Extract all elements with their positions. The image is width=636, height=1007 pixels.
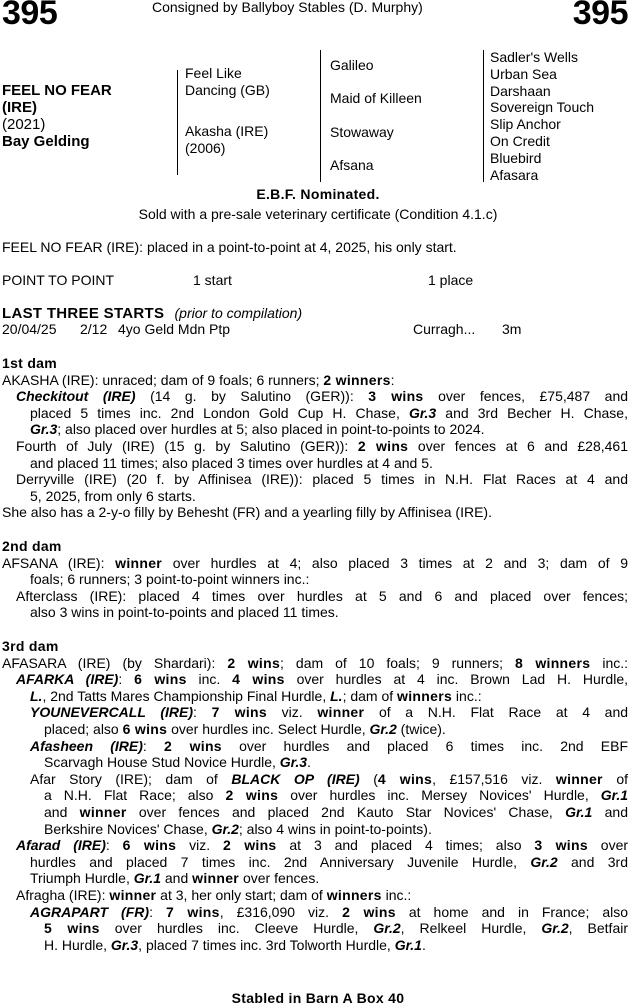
- dam3-afarad: Afarad (IRE): 6 wins viz. 2 wins at 3 and placed 4 times; also 3 wins over: [16, 837, 629, 854]
- ptp-places: 1 place: [428, 272, 474, 288]
- sire-sire: Galileo: [330, 57, 374, 73]
- lot-number-left: 395: [2, 0, 58, 32]
- dam-dam: Afsana: [330, 157, 374, 173]
- lot-number-right: 395: [572, 0, 628, 32]
- dam1-derryville: Derryville (IRE) (20 f. by Affinisea (IRE)): placed 5 times in N.H. Flat Races at 4 and: [16, 471, 628, 488]
- third-dam-section: 3rd dam AFASARA (IRE) (by Shardari): 2 wins; dam of 10 foals; 9 runners; 8 winners inc.: AFARKA (IRE): 6 wins inc. 4 wins over hurdles at 4 inc. Brown Lad H. Hurdle, L., 2nd Tatts Mares Championship Final Hurdle, L.; dam of winners inc.: YOUNEVERCALL (IRE): 7 wins viz. winner of a N.H. Flat Race at 4 and placed; also 6 wins over hurdles inc. Select Hurdle, Gr.2 (twice). Afasheen (IRE): 2 wins over hurdles and placed 6 times inc. 2nd EBF Scarvagh House Stud Novice Hurdle, Gr.3. Afar Story (IRE); dam of BLACK OP (IRE) (4 wins, £157,516 viz. winner of a N.H. Flat Race; also 2 wins over hurdles inc. Mersey Novices' Hurdle, Gr.1 and winner over fences and placed 2nd Kauto Star Novices' Chase, Gr.1 and Berkshire Novices' Chase, Gr.2; also 4 wins in point-to-points). Afarad (IRE): 6 wins viz. 2 wins at 3 and placed 4 times; also 3 wins over hurdles and placed 7 times inc. 2nd Anniversary Juvenile Hurdle, Gr.2 and 3rd Triumph Hurdle, Gr.1 and winner over fences. Afragha (IRE): winner at 3, her only start; dam of winners inc.: AGRAPART (FR): 7 wins, £316,090 viz. 2 wins at home and in France; also 5 wins over hurdles inc. Cleeve Hurdle, Gr.2, Relkeel Hurdle, Gr.2, Betfair H. Hurdle, Gr.3, placed 7 times inc. 3rd Tolworth Hurdle, Gr.1.: [2, 638, 629, 953]
- run-race: 4yo Geld Mdn Ptp: [118, 321, 231, 337]
- dam: Akasha (IRE) (2006): [185, 123, 269, 156]
- dam3-afar-story: Afar Story (IRE); dam of BLACK OP (IRE) (4 wins, £157,516 viz. winner of: [30, 770, 628, 787]
- dam1-intro: AKASHA (IRE): unraced; dam of 9 foals; 6 runners; 2 winners:: [2, 371, 395, 388]
- pedigree-divider-3: [483, 50, 484, 182]
- run-course: Curragh...: [413, 321, 476, 337]
- dam1-fourth-of-july: Fourth of July (IRE) (15 g. by Salutino (GER)): 2 wins over fences at 6 and £28,461: [16, 437, 628, 454]
- horse-year: (2021): [2, 116, 46, 133]
- summary: FEEL NO FEAR (IRE): placed in a point-to-point at 4, 2025, his only start.: [2, 239, 457, 255]
- section-heading: 3rd dam: [2, 638, 59, 654]
- horse-description: Bay Gelding: [2, 133, 90, 150]
- dam3-afasheen: Afasheen (IRE): 2 wins over hurdles and placed 6 times inc. 2nd EBF: [30, 737, 629, 754]
- dam3-afragha: Afragha (IRE): winner at 3, her only start; dam of winners inc.:: [16, 886, 412, 903]
- section-heading: 1st dam: [2, 355, 58, 371]
- consignor: Consigned by Ballyboy Stables (D. Murphy): [152, 0, 423, 15]
- ptp-label: POINT TO POINT: [2, 272, 115, 288]
- pedigree-divider-2: [320, 50, 321, 182]
- section-heading: 2nd dam: [2, 538, 62, 554]
- dam1-checkitout: Checkitout (IRE) (14 g. by Salutino (GER)): 3 wins over fences, £75,487 and: [16, 388, 629, 405]
- horse-name: FEEL NO FEAR: [2, 82, 112, 99]
- vet-note: Sold with a pre-sale veterinary certificate (Condition 4.1.c): [138, 206, 498, 222]
- run-distance: 3m: [502, 321, 522, 337]
- dam-sire: Stowaway: [330, 124, 394, 140]
- run-date: 20/04/25: [2, 321, 57, 337]
- stabled-location: Stabled in Barn A Box 40: [231, 990, 405, 1006]
- dam3-afarka: AFARKA (IRE): 6 wins inc. 4 wins over hurdles at 4 inc. Brown Lad H. Hurdle,: [16, 671, 628, 688]
- dam1-also: She also has a 2-y-o filly by Behesht (FR) and a yearling filly by Affinisea (IRE).: [2, 504, 492, 521]
- second-dam-section: 2nd dam AFSANA (IRE): winner over hurdles at 4; also placed 3 times at 2 and 3; dam of 9 foals; 6 runners; 3 point-to-point winners inc.: Afterclass (IRE): placed 4 times over hurdles at 5 and 6 and placed over fences; also 3 wins in point-to-points and placed 11 times.: [2, 538, 628, 621]
- first-dam-section: 1st dam AKASHA (IRE): unraced; dam of 9 foals; 6 runners; 2 winners: Checkitout (IRE) (14 g. by Salutino (GER)): 3 wins over fences, £75,487 and placed 5 times inc. 2nd London Gold Cup H. Chase, Gr.3 and 3rd Becher H. Chase, Gr.3; also placed over hurdles at 5; also placed in point-to-points to 2024. Fourth of July (IRE) (15 g. by Salutino (GER)): 2 wins over fences at 6 and £28,461 and placed 11 times; also placed 3 times over hurdles at 4 and 5. Derryville (IRE) (20 f. by Affinisea (IRE)): placed 5 times in N.H. Flat Races at 4 and 5, 2025, from only 6 starts. She also has a 2-y-o filly by Behesht (FR) and a yearling filly by Affinisea (IRE).: [2, 355, 629, 521]
- dam2-intro: AFSANA (IRE): winner over hurdles at 4; also placed 3 times at 2 and 3; dam of 9: [2, 554, 628, 571]
- last-three-heading: LAST THREE STARTS (prior to compilation): [2, 305, 303, 322]
- dam2-afterclass: Afterclass (IRE): placed 4 times over hurdles at 5 and 6 and placed over fences;: [16, 587, 628, 604]
- sire: Feel Like Dancing (GB): [185, 65, 270, 98]
- dam3-intro: AFASARA (IRE) (by Shardari): 2 wins; dam of 10 foals; 9 runners; 8 winners inc.:: [2, 654, 629, 671]
- sire-dam: Maid of Killeen: [330, 90, 422, 106]
- horse-suffix: (IRE): [2, 99, 37, 116]
- pedigree-divider-1: [177, 70, 178, 175]
- dam3-younevercall: YOUNEVERCALL (IRE): 7 wins viz. winner of a N.H. Flat Race at 4 and: [30, 704, 629, 721]
- dam3-agrapart: AGRAPART (FR): 7 wins, £316,090 viz. 2 wins at home and in France; also: [30, 903, 629, 920]
- ebf-nominated: E.B.F. Nominated.: [256, 186, 380, 202]
- ptp-starts: 1 start: [193, 272, 232, 288]
- pedigree-gen4: Sadler's Wells Urban Sea Darshaan Sovereign Touch Slip Anchor On Credit Bluebird Afasara: [490, 49, 595, 183]
- run-position: 2/12: [80, 321, 108, 337]
